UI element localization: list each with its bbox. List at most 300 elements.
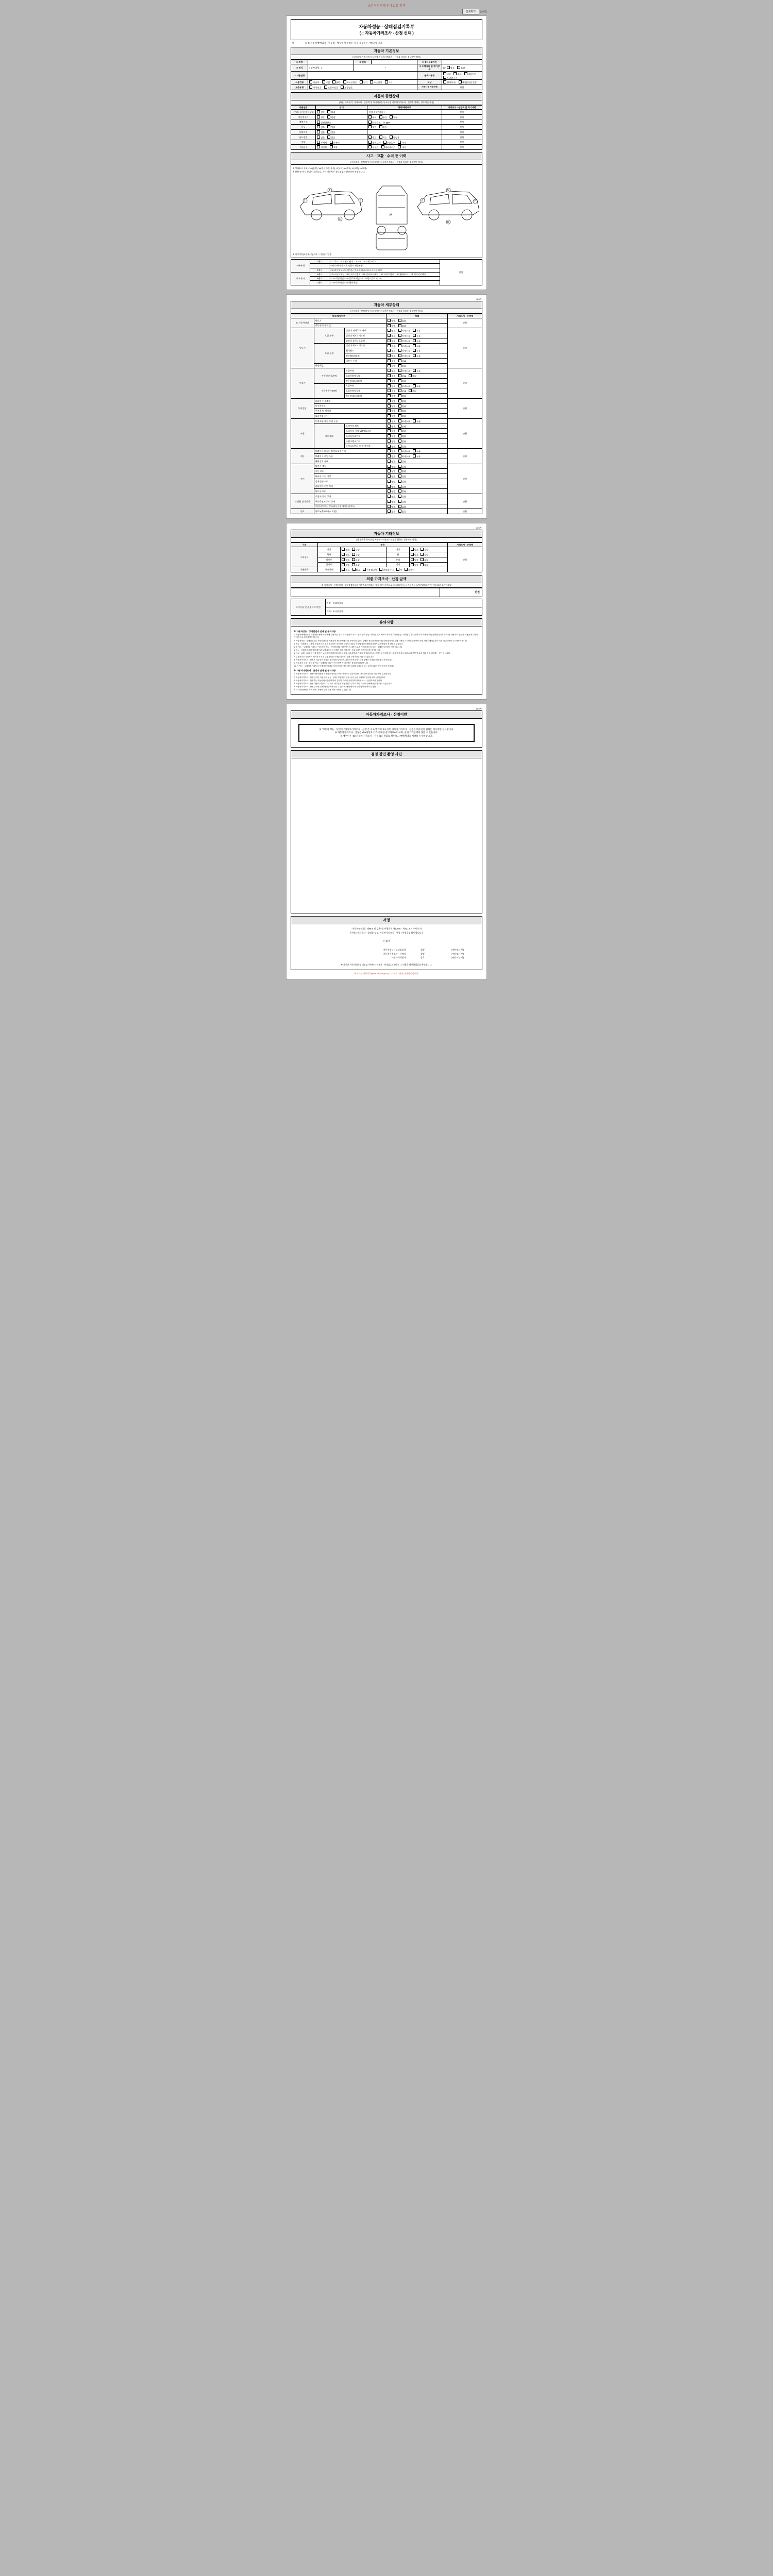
rank-items-1b[interactable]: 5.라디에이터 서포트(볼트체결부품): [329, 264, 440, 268]
opt-none[interactable]: 없음: [388, 334, 395, 337]
fuel-opt-hydrogen[interactable]: 수소전지: [370, 80, 382, 84]
opt-spanner[interactable]: 스패너: [405, 568, 414, 571]
opt-bad[interactable]: 불량: [398, 394, 406, 398]
detail-state-7-0[interactable]: [386, 494, 448, 499]
document-pages: [0, 0, 773, 980]
opt-leak[interactable]: 누유: [413, 384, 421, 388]
opt-bad[interactable]: 불량: [398, 434, 406, 438]
detail-price-2[interactable]: 만원: [448, 368, 482, 399]
detail-group-8: 연료: [291, 509, 314, 514]
etc-item-1: 광택: [317, 552, 341, 557]
caution-head-2: ※ 자동차가격조사 · 산정자 안내 및 유의사항: [294, 669, 336, 672]
opt-none[interactable]: 없음: [388, 354, 395, 358]
item-proper[interactable]: 적정: [390, 115, 397, 119]
trans-opt-semiauto[interactable]: 세미오토: [464, 72, 476, 76]
special-none[interactable]: 없음: [317, 130, 325, 134]
opt-good[interactable]: 양호: [388, 425, 395, 428]
etc-state-3[interactable]: [341, 562, 386, 567]
opt-minor-leak[interactable]: 미세누유: [398, 449, 410, 453]
opt-manual[interactable]: 사용설명서: [363, 568, 377, 571]
opt-bad[interactable]: 불량: [421, 553, 428, 556]
row-price-2[interactable]: 만원: [442, 114, 482, 120]
color-achromatic[interactable]: 무채색: [317, 141, 327, 144]
opt-safety[interactable]: 안전삼각대: [379, 568, 393, 571]
row-items-5[interactable]: [367, 130, 442, 135]
trans-opt-manual[interactable]: 수동: [453, 72, 461, 76]
opt-bad[interactable]: 불량: [421, 548, 428, 551]
detail-sub-1-1: 실린더 헤드 / 개스킷: [344, 333, 386, 338]
special-notes-row-1[interactable]: 차량 · 상태점검자: [325, 599, 482, 607]
opt-bad[interactable]: 불량: [398, 399, 406, 403]
field-value-mileage[interactable]: [442, 64, 482, 72]
field-value-modelyear[interactable]: ( 삼차대형 : ): [308, 64, 354, 72]
detail-price-4[interactable]: 만원: [448, 418, 482, 449]
opt-leak[interactable]: 누유: [413, 369, 421, 372]
opt-minor-leak[interactable]: 미세누유: [398, 344, 410, 348]
detail-state-6-3[interactable]: [386, 479, 448, 484]
detail-state-5-1[interactable]: [386, 454, 448, 459]
etc-price[interactable]: 만원: [448, 547, 482, 572]
rank-items-2[interactable]: □ 6.쿼터패널(리어펜더) □ 7.루프패널 □ 8.사이드실 패널: [329, 268, 440, 272]
option-other[interactable]: 기타: [398, 145, 406, 149]
etc-state2-2[interactable]: [410, 557, 448, 562]
mileage-bad-checkbox[interactable]: 불량: [457, 66, 465, 70]
usage-rent[interactable]: 렌트: [368, 135, 376, 139]
row-price-7[interactable]: 만원: [442, 140, 482, 145]
detail-state-1-4[interactable]: [386, 348, 448, 353]
state-bad-2[interactable]: 불량: [327, 115, 335, 119]
opt-leak[interactable]: 누유: [413, 419, 421, 423]
sign-row-sign-1[interactable]: (서명 또는 인): [450, 952, 464, 955]
opt-minor-leak[interactable]: 미세누유: [398, 419, 410, 423]
opt-bad[interactable]: 불량: [398, 439, 406, 443]
state-good-2[interactable]: 양호: [317, 115, 325, 119]
opt-low[interactable]: 부족: [398, 359, 406, 363]
opt-bad[interactable]: 불량: [398, 465, 406, 468]
opt-good[interactable]: 양호: [388, 469, 395, 473]
detail-item-6-3: 실내송풍 모터: [314, 479, 386, 484]
opt-minor-leak[interactable]: 미세누유: [398, 354, 410, 358]
warranty-opt-insurer[interactable]: 보험사보증: [324, 86, 338, 89]
opt-leak[interactable]: 누유: [413, 354, 421, 358]
sign-row-name-0[interactable]: 성명: [420, 948, 425, 952]
opt-bad[interactable]: 불량: [352, 563, 360, 567]
item-corrosion[interactable]: 부식: [368, 115, 376, 119]
detail-item-6-1: 시동 모터: [314, 469, 386, 474]
photo-area: [291, 758, 482, 913]
opt-proper[interactable]: 적정: [388, 374, 395, 378]
opt-bad[interactable]: 불량: [421, 558, 428, 562]
paint-other[interactable]: 기타: [398, 141, 406, 144]
opt-none[interactable]: 없음: [388, 339, 395, 343]
opt-good[interactable]: 양호: [388, 485, 395, 488]
row-items-3[interactable]: [367, 120, 442, 125]
row-price-1[interactable]: 만원: [442, 110, 482, 115]
detail-state-4-4[interactable]: [386, 438, 448, 444]
field-value-transmission[interactable]: [442, 71, 482, 80]
detail-state-6-0[interactable]: [386, 464, 448, 469]
emission-hc[interactable]: 탄화수소: [368, 121, 380, 124]
trans-opt-auto[interactable]: 자동: [443, 72, 451, 76]
detail-price-6[interactable]: 만원: [448, 464, 482, 494]
opt-excess[interactable]: 과다: [409, 374, 416, 378]
detail-state-6-1[interactable]: [386, 469, 448, 474]
opt-good[interactable]: 양호: [388, 324, 395, 328]
row-state-2[interactable]: [316, 114, 367, 120]
item-sheetmetal[interactable]: 판금: [379, 115, 387, 119]
opt-bad[interactable]: 불량: [352, 548, 360, 551]
opt-bad[interactable]: 불량: [398, 460, 406, 463]
detail-state-1-3[interactable]: [386, 343, 448, 348]
detail-state-2-5[interactable]: [386, 394, 448, 399]
accident-price[interactable]: 만원: [440, 260, 482, 285]
detail-state-7-1[interactable]: [386, 499, 448, 504]
svg-text:5: 5: [447, 189, 449, 192]
opt-none[interactable]: 없음: [388, 349, 395, 352]
opt-good[interactable]: 양호: [388, 474, 395, 478]
detail-state-6-4[interactable]: [386, 484, 448, 489]
warranty-opt-self[interactable]: 자가보증: [309, 86, 321, 89]
rank-label-a: A랭크: [310, 272, 329, 276]
opt-good[interactable]: 양호: [388, 404, 395, 408]
emission-co[interactable]: 일산화탄소: [317, 121, 331, 124]
usage-lease[interactable]: 리스: [379, 135, 387, 139]
rank-items-1[interactable]: □ 1.후드 □ 2.프론트펜더 □ 3.도어 □ 4.트렁크리드: [329, 260, 440, 264]
opt-bad[interactable]: 불량: [421, 563, 428, 567]
opt-present[interactable]: 있음: [342, 568, 349, 571]
fuel-opt-electric[interactable]: 전기: [360, 80, 367, 84]
usage-none[interactable]: 없음: [317, 135, 325, 139]
row-price-5[interactable]: 만원: [442, 130, 482, 135]
detail-state-6-2[interactable]: [386, 474, 448, 479]
fuel-opt-gasoline[interactable]: 가솔린: [309, 80, 319, 84]
opt-good[interactable]: 양호: [388, 505, 395, 509]
special-notes-row-2[interactable]: 가격 · 조사산정자: [325, 607, 482, 616]
opt-none[interactable]: 없음: [388, 454, 395, 458]
opt-none[interactable]: 없음: [388, 384, 395, 388]
opt-bad[interactable]: 불량: [398, 500, 406, 503]
opt-bad[interactable]: 불량: [398, 409, 406, 413]
opt-yes[interactable]: 있음: [398, 510, 406, 513]
opt-bad[interactable]: 불량: [398, 379, 406, 383]
opt-good[interactable]: 양호: [388, 394, 395, 398]
tuning-yes[interactable]: 있음: [327, 125, 335, 129]
detail-state-4-3[interactable]: [386, 434, 448, 439]
opt-good[interactable]: 양호: [342, 553, 349, 556]
field-value-carname[interactable]: [308, 60, 354, 64]
opt-minor-leak[interactable]: 미세누유: [398, 339, 410, 343]
opt-bad[interactable]: 불량: [398, 495, 406, 498]
option-installed[interactable]: 장착: [330, 145, 338, 149]
detail-state-1-1[interactable]: [386, 333, 448, 338]
final-price-amount[interactable]: 만원: [440, 588, 482, 597]
etc-state2-1[interactable]: [410, 552, 448, 557]
opt-bad[interactable]: 불량: [352, 558, 360, 562]
opt-bad[interactable]: 불량: [398, 485, 406, 488]
opt-leak[interactable]: 누유: [413, 349, 421, 352]
table-row: [291, 80, 482, 85]
detail-item-6-0: 발전기 출력: [314, 464, 386, 469]
sign-row-name-2[interactable]: 상호: [420, 956, 425, 959]
detail-state-2-2[interactable]: [386, 378, 448, 383]
detail-state-3-2[interactable]: [386, 409, 448, 414]
opt-leak[interactable]: 누유: [413, 334, 421, 337]
opt-bad[interactable]: 불량: [398, 480, 406, 483]
detail-state-3-0[interactable]: [386, 398, 448, 403]
section-photo-title: 검점 장면 촬영 사진: [291, 750, 482, 758]
print-button[interactable]: 인쇄하기: [462, 9, 479, 14]
detail-state-3-3[interactable]: [386, 414, 448, 419]
opt-absent[interactable]: 없음: [352, 568, 360, 571]
opt-leak[interactable]: 누유: [413, 454, 421, 458]
opt-none[interactable]: 없음: [388, 344, 395, 348]
detail-state-1-2[interactable]: [386, 338, 448, 343]
opt-good[interactable]: 양호: [411, 558, 418, 562]
detail-state-4-5[interactable]: [386, 444, 448, 449]
opt-leak[interactable]: 누유: [413, 344, 421, 348]
option-sunroof[interactable]: 선루프: [368, 145, 378, 149]
opt-good[interactable]: 양호: [388, 429, 395, 433]
opt-none[interactable]: 없음: [388, 419, 395, 423]
opt-good[interactable]: 양호: [388, 480, 395, 483]
opt-bad[interactable]: 불량: [398, 425, 406, 428]
usage-commercial[interactable]: 영업용: [390, 135, 399, 139]
opt-good[interactable]: 양호: [411, 563, 418, 567]
opt-none[interactable]: 없음: [388, 329, 395, 332]
opt-good[interactable]: 양호: [342, 548, 349, 551]
opt-bad[interactable]: 불량: [398, 469, 406, 473]
field-value-year[interactable]: [371, 60, 417, 64]
detail-state-1-7[interactable]: [386, 363, 448, 368]
opt-bad[interactable]: 불량: [398, 505, 406, 509]
opt-good[interactable]: 양호: [411, 553, 418, 556]
table-row: [347, 948, 477, 952]
opt-good[interactable]: 양호: [388, 409, 395, 413]
state-good-1[interactable]: 양호: [317, 110, 325, 114]
opt-minor-leak[interactable]: 미세누유: [398, 384, 410, 388]
detail-price-0[interactable]: 만원: [448, 318, 482, 328]
opt-minor-leak[interactable]: 미세누유: [398, 454, 410, 458]
group-main-frame: 주요골격: [291, 272, 310, 285]
state-bad-1[interactable]: 불량: [327, 110, 335, 114]
opt-good[interactable]: 양호: [388, 445, 395, 448]
option-none[interactable]: 미장착: [317, 145, 327, 149]
detail-state-5-0[interactable]: [386, 449, 448, 454]
detail-state-1-0[interactable]: [386, 328, 448, 333]
caution-item: 7. 주행거리는 자동차의 계기상 표시된 주행거리를 기재한 것이며, 실제 주행거리와 다를 수 있습니다.: [294, 655, 374, 658]
opt-none[interactable]: 없음: [388, 369, 395, 372]
opt-good[interactable]: 양호: [388, 319, 395, 323]
etc-state-1[interactable]: [341, 552, 386, 557]
paint-full[interactable]: 전체도색: [368, 141, 380, 144]
row-price-8[interactable]: 만원: [442, 145, 482, 150]
opt-good[interactable]: 양호: [388, 465, 395, 468]
field-value-color[interactable]: [442, 80, 482, 85]
detail-state-0-1[interactable]: [386, 323, 448, 328]
tuning-illegal[interactable]: 불법: [379, 125, 387, 129]
detail-state-2-1[interactable]: [386, 374, 448, 379]
tuning-legal[interactable]: 적법: [368, 125, 376, 129]
field-value-modelyear2[interactable]: ~: [354, 64, 417, 72]
etc-state2-0[interactable]: [410, 547, 448, 552]
field-value-baseprice[interactable]: 만원: [442, 85, 482, 90]
row-items-8[interactable]: [367, 145, 442, 150]
sign-date-line[interactable]: 년 월 일: [382, 940, 391, 943]
fuel-opt-hybrid[interactable]: 하이브리드: [343, 80, 357, 84]
row-state-7[interactable]: [316, 140, 367, 145]
usage-yes[interactable]: 있음: [327, 135, 335, 139]
detail-price-1[interactable]: 만원: [448, 328, 482, 368]
opt-jack[interactable]: 잭: [396, 568, 402, 571]
opt-good[interactable]: 양호: [388, 399, 395, 403]
etc-state2-3[interactable]: [410, 562, 448, 567]
opt-bad[interactable]: 불량: [398, 489, 406, 493]
field-value-warranty[interactable]: [308, 85, 417, 90]
table-row: [291, 120, 482, 125]
row-items-4[interactable]: [367, 125, 442, 130]
opt-leak[interactable]: 누유: [413, 339, 421, 343]
etc-state-0[interactable]: [341, 547, 386, 552]
detail-item-4-0: 동력조향 작동 오일 누유: [314, 418, 386, 423]
detail-item-2-0: 자동변속기(A/T): [314, 368, 344, 383]
tuning-none[interactable]: 없음: [317, 125, 325, 129]
accident-legend[interactable]: [293, 253, 480, 256]
sign-row-name-1[interactable]: 성명: [420, 952, 425, 955]
etc-state-4[interactable]: [341, 567, 448, 572]
opt-good[interactable]: 양호: [388, 414, 395, 418]
opt-bad[interactable]: 불량: [398, 474, 406, 478]
detail-state-0-0[interactable]: [386, 318, 448, 323]
opt-bad[interactable]: 불량: [398, 364, 406, 368]
detail-state-4-0[interactable]: [386, 418, 448, 423]
detail-price-8[interactable]: 만원: [448, 509, 482, 514]
opt-bad[interactable]: 불량: [398, 319, 406, 323]
option-navigation[interactable]: 내비게이션: [381, 145, 395, 149]
detail-state-3-1[interactable]: [386, 403, 448, 409]
row-state-4[interactable]: [316, 125, 367, 130]
opt-good[interactable]: 양호: [411, 548, 418, 551]
row-state-6[interactable]: [316, 134, 367, 140]
row-price-4[interactable]: 만원: [442, 125, 482, 130]
detail-state-1-5[interactable]: [386, 353, 448, 359]
fuel-opt-diesel[interactable]: 디젤: [322, 80, 330, 84]
opt-low[interactable]: 부족: [398, 389, 406, 393]
opt-leak[interactable]: 누유: [413, 329, 421, 332]
fuel-opt-other[interactable]: 기타: [385, 80, 393, 84]
rank-items-c[interactable]: □ 18.리어패널 □ 19.필러패널: [329, 281, 440, 285]
opt-good[interactable]: 양호: [388, 439, 395, 443]
opt-good[interactable]: 양호: [388, 434, 395, 438]
detail-price-7[interactable]: 만원: [448, 494, 482, 509]
final-price-blank[interactable]: [291, 588, 440, 597]
opt-bad[interactable]: 불량: [398, 429, 406, 433]
row-items-2[interactable]: [367, 114, 442, 120]
opt-none[interactable]: 없음: [388, 449, 395, 453]
row-state-8[interactable]: [316, 145, 367, 150]
opt-proper[interactable]: 적정: [388, 389, 395, 393]
sign-row-sign-0[interactable]: (서명 또는 인): [450, 948, 464, 952]
sign-row-sign-2[interactable]: (서명 또는 인): [450, 956, 464, 959]
fuel-opt-lpg[interactable]: LPG: [332, 80, 340, 84]
detail-state-4-2[interactable]: [386, 429, 448, 434]
opt-good[interactable]: 양호: [388, 500, 395, 503]
opt-minor-leak[interactable]: 미세누유: [398, 369, 410, 372]
detail-state-2-3[interactable]: [386, 383, 448, 388]
row-items-6[interactable]: [367, 134, 442, 140]
rank-items-a[interactable]: □ 9.프론트패널 □ 10.크로스멤버 □ 11.인사이드패널 □ 12.사이드멤버 □ 13.휠하우스 □ 14.패키지트레이: [329, 272, 440, 276]
field-value-inspection[interactable]: ~: [442, 60, 482, 64]
detail-price-5[interactable]: 만원: [448, 449, 482, 464]
paint-partial[interactable]: 부분도색: [383, 141, 395, 144]
detail-state-8-0[interactable]: [386, 509, 448, 514]
detail-state-2-4[interactable]: [386, 388, 448, 394]
detail-state-2-0[interactable]: [386, 368, 448, 374]
opt-good[interactable]: 양호: [388, 460, 395, 463]
trans-opt-cvt[interactable]: 무단변속기: [443, 76, 457, 79]
opt-minor-leak[interactable]: 미세누유: [398, 334, 410, 337]
opt-bad[interactable]: 불량: [398, 324, 406, 328]
caution-item: 9. 자동차의 구조 · 장치 중 성능 · 상태점검 대상이 아닌 항목에 대하여는 점검하지 않았습니다.: [294, 662, 369, 664]
row-items-7[interactable]: [367, 140, 442, 145]
car-diagram-svg: [294, 175, 479, 252]
field-value-fuel[interactable]: [308, 80, 417, 85]
rank-items-b[interactable]: □ 15.대쉬패널 □ 16.플로어패널 □ 17.트렁크플로어 □ A,: [329, 277, 440, 281]
row-price-6[interactable]: 만원: [442, 134, 482, 140]
opt-none[interactable]: 없음: [388, 510, 395, 513]
opt-good[interactable]: 양호: [388, 379, 395, 383]
opt-leak[interactable]: 누유: [413, 449, 421, 453]
row-items-1[interactable]: 현재 주행거리 ( ): [367, 110, 442, 115]
row-price-3[interactable]: 만원: [442, 120, 482, 125]
row-state-3[interactable]: [316, 120, 367, 125]
row-state-5[interactable]: [316, 130, 367, 135]
detail-price-3[interactable]: 만원: [448, 398, 482, 418]
opt-good[interactable]: 양호: [342, 558, 349, 562]
opt-excess[interactable]: 과다: [409, 389, 416, 393]
detail-state-1-6[interactable]: [386, 358, 448, 363]
opt-good[interactable]: 양호: [342, 563, 349, 567]
opt-bad[interactable]: 불량: [352, 553, 360, 556]
opt-good[interactable]: 양호: [388, 489, 395, 493]
etc-state-2[interactable]: [341, 557, 386, 562]
section-warn-title: 자동차가격조사 · 산정이란: [291, 710, 482, 719]
detail-state-4-1[interactable]: [386, 423, 448, 429]
special-yes[interactable]: 있음: [327, 130, 335, 134]
col-items: 항목/해당여부: [367, 105, 442, 109]
mileage-good-checkbox[interactable]: 양호: [447, 66, 455, 70]
opt-low[interactable]: 부족: [398, 374, 406, 378]
opt-bad[interactable]: 불량: [398, 404, 406, 408]
detail-group-1: 원동기: [291, 328, 314, 368]
detail-state-6-5[interactable]: [386, 489, 448, 494]
opt-good[interactable]: 양호: [388, 495, 395, 498]
detail-state-7-2[interactable]: [386, 504, 448, 509]
opt-proper[interactable]: 적정: [388, 359, 395, 363]
opt-bad[interactable]: 불량: [398, 445, 406, 448]
color-opt-changed[interactable]: 색상(투톤) 변경: [459, 80, 477, 84]
caution-item: 6. 특기사항란에는 가격조사 · 산정에 관한 내용 외에 기재할 수 없습니다.: [294, 689, 352, 691]
field-value-vin[interactable]: [308, 71, 417, 80]
opt-minor-leak[interactable]: 미세누유: [398, 329, 410, 332]
warranty-opt-none[interactable]: 보증없음: [341, 86, 352, 89]
opt-minor-leak[interactable]: 미세누유: [398, 349, 410, 352]
opt-bad[interactable]: 불량: [398, 414, 406, 418]
color-opt-original[interactable]: 원색/투톤: [443, 80, 456, 84]
opt-good[interactable]: 양호: [388, 364, 395, 368]
detail-state-5-2[interactable]: [386, 459, 448, 464]
row-state-1[interactable]: [316, 110, 367, 115]
color-chromatic[interactable]: 유채색: [330, 141, 340, 144]
